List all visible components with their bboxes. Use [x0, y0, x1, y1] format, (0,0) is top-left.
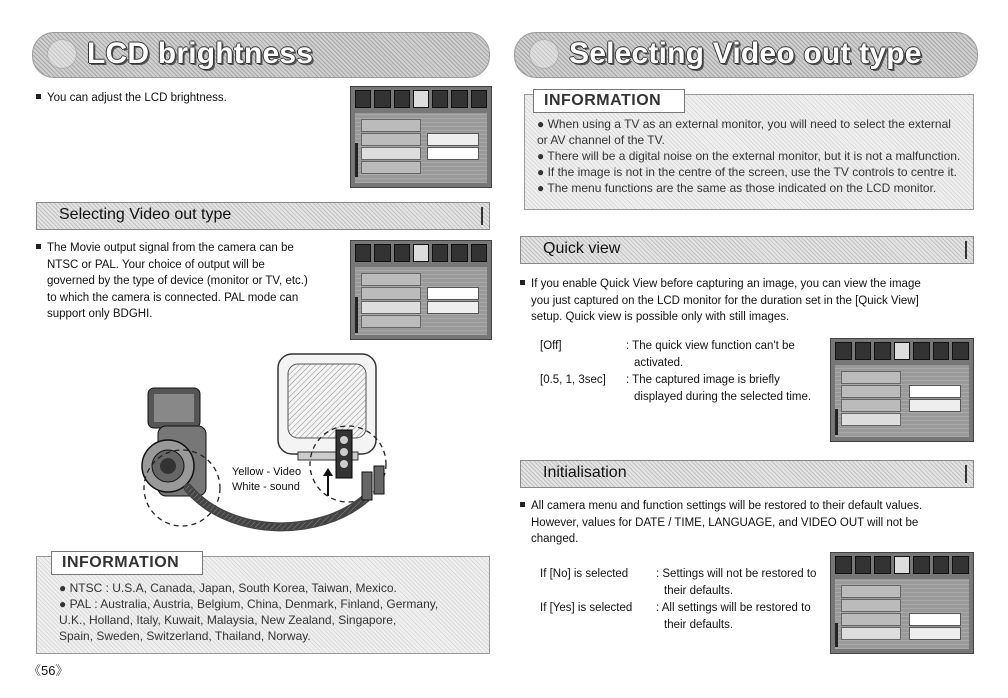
section-heading-quick-view: Quick view: [520, 236, 974, 264]
lcd-intro-text: You can adjust the LCD brightness.: [36, 90, 227, 107]
bullet-icon: [36, 244, 41, 249]
camera-icon: [142, 388, 206, 496]
init-no-desc: : Settings will not be restored to their defaults.: [656, 568, 817, 597]
video-output-paragraph: The Movie output signal from the camera can be NTSC or PAL. Your choice of output will be governed by the type of device (monitor or TV, etc.) to which the camera is connected. PAL mode can support only BDGHI.: [36, 240, 356, 323]
information-tab: INFORMATION: [533, 89, 685, 113]
quick-view-time-key: [0.5, 1, 3sec]: [540, 374, 606, 386]
page-title-bar-video-out: [514, 32, 978, 78]
initialisation-paragraph: All camera menu and function settings will be restored to their default values. However, values for DATE / TIME, LANGUAGE, and VIDEO OUT will not be changed.: [520, 498, 972, 548]
quick-view-off-desc: : The quick view function can't be activated.: [626, 340, 795, 369]
info-line-2: ● There will be a digital noise on the external monitor, but it is not a malfunction.: [537, 149, 961, 163]
bullet-icon: [520, 502, 525, 507]
camera-tv-connection-illustration: [140, 348, 430, 548]
tv-icon: [278, 354, 376, 460]
information-tab: INFORMATION: [51, 551, 203, 575]
info-line-pal-2: U.K., Holland, Italy, Kuwait, Malaysia, New Zealand, Singapore,: [59, 613, 397, 627]
init-yes-desc: : All settings will be restored to their defaults.: [656, 602, 811, 631]
bullet-icon: [36, 94, 41, 99]
decorative-bubble: [529, 39, 559, 69]
quick-view-menu-screenshot: [830, 338, 974, 442]
white-sound-label: White - sound: [232, 481, 300, 493]
info-line-1b: or AV channel of the TV.: [537, 133, 665, 147]
info-line-pal-3: Spain, Sweden, Switzerland, Thailand, Norway.: [59, 629, 311, 643]
decorative-bubble: [47, 39, 77, 69]
info-line-ntsc: ● NTSC : U.S.A, Canada, Japan, South Korea, Taiwan, Mexico.: [59, 581, 397, 595]
page-title: LCD brightness: [87, 37, 314, 70]
quick-view-off-key: [Off]: [540, 340, 562, 352]
init-yes-key: If [Yes] is selected: [540, 602, 633, 614]
page-number: 《56》: [28, 663, 69, 678]
init-no-key: If [No] is selected: [540, 568, 629, 580]
info-line-pal: ● PAL : Australia, Austria, Belgium, China, Denmark, Finland, Germany,: [59, 597, 439, 611]
information-box-left: [36, 556, 490, 654]
information-box-right: [524, 94, 974, 210]
video-out-menu-screenshot: [350, 240, 492, 340]
lcd-menu-screenshot: [350, 86, 492, 188]
info-line-1: ● When using a TV as an external monitor, you will need to select the external: [537, 117, 951, 131]
section-heading-selecting-video-out-type: Selecting Video out type: [36, 202, 490, 230]
quick-view-paragraph: If you enable Quick View before capturing an image, you can view the image you just captured on the LCD monitor for the duration set in the [Quick View] setup. Quick view is possible only with still images.: [520, 276, 972, 326]
page-title: Selecting Video out type: [569, 37, 922, 70]
info-line-3: ● If the image is not in the centre of the screen, use the TV controls to centre it.: [537, 165, 957, 179]
reset-menu-screenshot: [830, 552, 974, 654]
info-line-4: ● The menu functions are the same as those indicated on the LCD monitor.: [537, 181, 937, 195]
section-heading-initialisation: Initialisation: [520, 460, 974, 488]
quick-view-time-desc: : The captured image is briefly displayed during the selected time.: [626, 374, 812, 403]
bullet-icon: [520, 280, 525, 285]
yellow-video-label: Yellow - Video: [232, 466, 302, 478]
page-title-bar-lcd-brightness: [32, 32, 490, 78]
